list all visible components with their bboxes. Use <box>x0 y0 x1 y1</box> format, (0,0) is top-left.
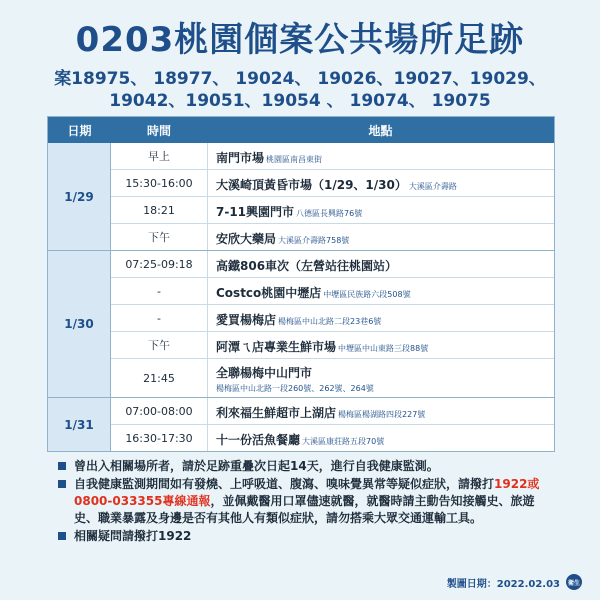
footer <box>447 574 582 590</box>
place-address: 桃園區南昌東街 <box>266 154 323 164</box>
location-line <box>216 228 554 247</box>
notes-list <box>58 458 558 546</box>
place-address: 楊梅區楊湖路四段227號 <box>338 409 426 419</box>
time-cell: - <box>111 305 208 331</box>
time-cell: 16:30-17:30 <box>111 425 208 451</box>
table-row <box>111 251 554 277</box>
place-name: Costco桃園中壢店 <box>216 285 322 300</box>
place-address: 楊梅區中山北路二段23巷6號 <box>278 316 382 326</box>
location-cell <box>208 197 554 223</box>
place-address: 中壢區中山東路三段88號 <box>338 343 429 353</box>
table-row <box>111 169 554 196</box>
location-cell <box>208 278 554 304</box>
time-cell: - <box>111 278 208 304</box>
place-name: 7-11興園門市 <box>216 204 295 219</box>
case-numbers <box>0 68 600 112</box>
table-row <box>111 424 554 451</box>
place-address: 大溪區介壽路 <box>408 181 457 191</box>
time-cell: 15:30-16:00 <box>111 170 208 196</box>
place-name: 全聯楊梅中山門市 <box>216 366 313 380</box>
case-numbers-line-1: 案18975、 18977、 19024、 19026、19027、19029、 <box>54 69 546 89</box>
location-line <box>216 147 554 166</box>
note-text-2b: ，並佩戴醫用口罩儘速就醫，就醫時請主動告知接觸史、旅遊史、職業暴露及身邊是否有其他人有類似症狀，請勿搭乘大眾交通運輸工具。 <box>74 494 535 525</box>
place-name: 大溪崎頂黃昏市場（1/29、1/30） <box>216 177 407 192</box>
location-line <box>216 255 554 274</box>
square-bullet-icon <box>58 532 66 540</box>
location-line <box>216 402 554 421</box>
table-row <box>111 196 554 223</box>
place-name: 高鐵806車次（左營站往桃園站） <box>216 258 398 273</box>
table-body <box>48 143 554 451</box>
table-row <box>111 143 554 169</box>
place-address: 大溪區介壽路758號 <box>278 235 350 245</box>
time-cell: 21:45 <box>111 359 208 397</box>
location-cell <box>208 224 554 250</box>
table-header <box>48 117 554 143</box>
table-row <box>111 223 554 250</box>
location-line <box>216 362 554 394</box>
location-line <box>216 174 554 193</box>
date-cell: 1/30 <box>48 251 111 397</box>
location-line <box>216 282 554 301</box>
place-name: 安欣大藥局 <box>216 231 277 246</box>
location-cell <box>208 425 554 451</box>
time-cell: 18:21 <box>111 197 208 223</box>
place-name: 十一份活魚餐廳 <box>216 432 301 447</box>
table-row <box>111 358 554 397</box>
place-name: 愛買楊梅店 <box>216 312 277 327</box>
date-group-rows <box>111 143 554 250</box>
place-name: 南門市場 <box>216 150 265 165</box>
production-date: 製圖日期：2022.02.03 <box>446 578 560 590</box>
place-name: 利來福生鮮超市上湖店 <box>216 405 337 420</box>
location-cell <box>208 143 554 169</box>
hotline-highlight: 1922或0800-033355專線通報 <box>74 477 540 508</box>
place-address: 大溪區康莊路五段70號 <box>302 436 385 446</box>
location-cell <box>208 251 554 277</box>
date-cell: 1/29 <box>48 143 111 250</box>
note-text-2 <box>74 476 558 527</box>
location-line <box>216 336 554 355</box>
square-bullet-icon <box>58 480 66 488</box>
note-text-1: 曾出入相關場所者，請於足跡重疊次日起14天，進行自我健康監測。 <box>74 459 439 473</box>
note-item <box>58 528 558 545</box>
table-row <box>111 398 554 424</box>
place-name: 阿潭ㄟ店專業生鮮市場 <box>216 339 337 354</box>
time-cell: 下午 <box>111 332 208 358</box>
table-row <box>111 277 554 304</box>
note-text-2a: 自我健康監測期間如有發燒、上呼吸道、腹瀉、嗅味覺異常等疑似症狀，請撥打 <box>74 477 495 491</box>
location-line <box>216 201 554 220</box>
header-date: 日期 <box>67 123 92 138</box>
date-group <box>48 143 554 250</box>
note-item <box>58 476 558 527</box>
date-group <box>48 397 554 451</box>
case-numbers-line-2: 19042、19051、19054 、 19074、 19075 <box>109 91 491 111</box>
location-cell <box>208 332 554 358</box>
place-address: 八德區長興路76號 <box>296 208 363 218</box>
location-cell <box>208 359 554 397</box>
location-line <box>216 429 554 448</box>
place-address: 中壢區民族路六段508號 <box>323 289 411 299</box>
time-cell: 07:00-08:00 <box>111 398 208 424</box>
page-title: 0203桃園個案公共場所足跡 <box>75 20 525 60</box>
location-line <box>216 309 554 328</box>
seal-text: 衛生 <box>567 579 580 587</box>
table-row <box>111 331 554 358</box>
header-location: 地點 <box>368 123 393 138</box>
date-cell: 1/31 <box>48 398 111 451</box>
note-item <box>58 458 558 475</box>
date-group <box>48 250 554 397</box>
location-cell <box>208 170 554 196</box>
health-department-seal-icon <box>566 574 582 590</box>
time-cell: 早上 <box>111 143 208 169</box>
time-cell: 下午 <box>111 224 208 250</box>
footprint-table <box>47 116 555 452</box>
location-cell <box>208 398 554 424</box>
header-time: 時間 <box>146 123 171 138</box>
square-bullet-icon <box>58 462 66 470</box>
table-row <box>111 304 554 331</box>
time-cell: 07:25-09:18 <box>111 251 208 277</box>
place-address: 楊梅區中山北路一段260號、262號、264號 <box>216 384 374 393</box>
date-group-rows <box>111 398 554 451</box>
date-group-rows <box>111 251 554 397</box>
location-cell <box>208 305 554 331</box>
note-text-3: 相關疑問請撥打1922 <box>74 529 192 543</box>
